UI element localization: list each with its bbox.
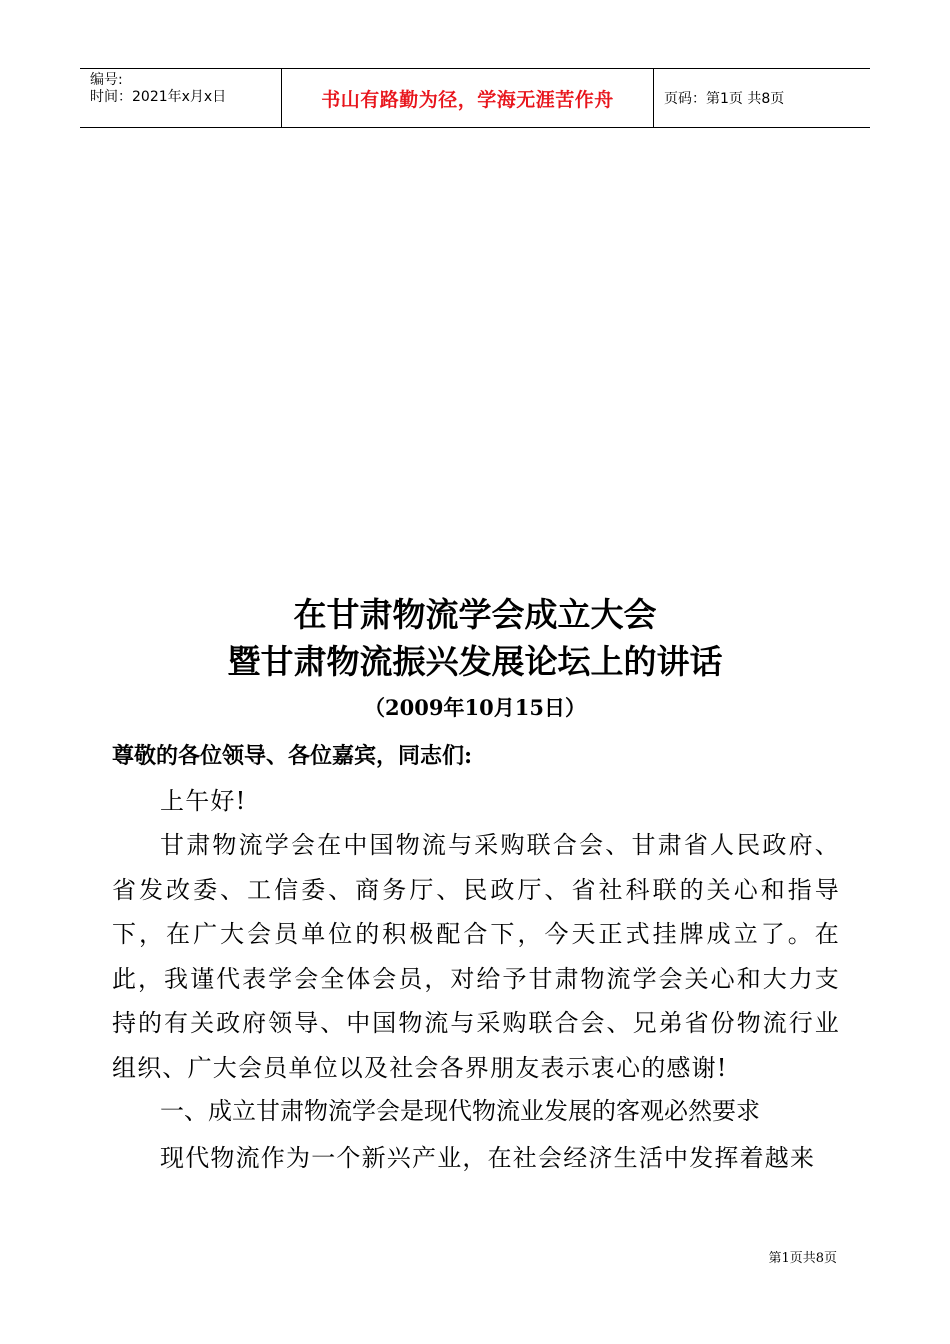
footer-page-info: 第1页共8页 [768, 1251, 837, 1266]
salutation: 尊敬的各位领导、各位嘉宾，同志们: [112, 743, 473, 769]
header-page-info: 页码：第1页 共8页 [664, 91, 785, 107]
body-paragraph: 甘肃物流学会在中国物流与采购联合会、甘肃省人民政府、省发改委、工信委、商务厅、民政厅、省社科联的关心和指导下，在广大会员单位的积极配合下，今天正式挂牌成立了。在此，我谨代表学会全体会员，对给予甘肃物流学会关心和大力支持的有关政府领导、中国物流与采购联合会、兄弟省份物流行业组织、广大会员单位以及社会各界朋友表示衷心的感谢! [112, 831, 840, 1082]
time-label: 时间：2021年x月x日 [90, 89, 227, 105]
section-heading: 一、成立甘肃物流学会是现代物流业发展的客观必然要求 [160, 1097, 760, 1125]
header-page-info-cell [654, 69, 870, 127]
document-date: （2009年10月15日） [364, 695, 586, 720]
header-meta [80, 69, 282, 127]
body-paragraph: 现代物流作为一个新兴产业，在社会经济生活中发挥着越来 [160, 1144, 816, 1172]
header-motto: 书山有路勤为径，学海无涯苦作舟 [321, 88, 614, 111]
document-title-line1: 在甘肃物流学会成立大会 [293, 595, 657, 634]
serial-number-label: 编号: [90, 72, 123, 88]
document-title-line2: 暨甘肃物流振兴发展论坛上的讲话 [227, 642, 723, 681]
header-motto-cell [282, 69, 654, 127]
document-header [80, 68, 870, 128]
greeting-paragraph: 上午好! [160, 787, 247, 815]
